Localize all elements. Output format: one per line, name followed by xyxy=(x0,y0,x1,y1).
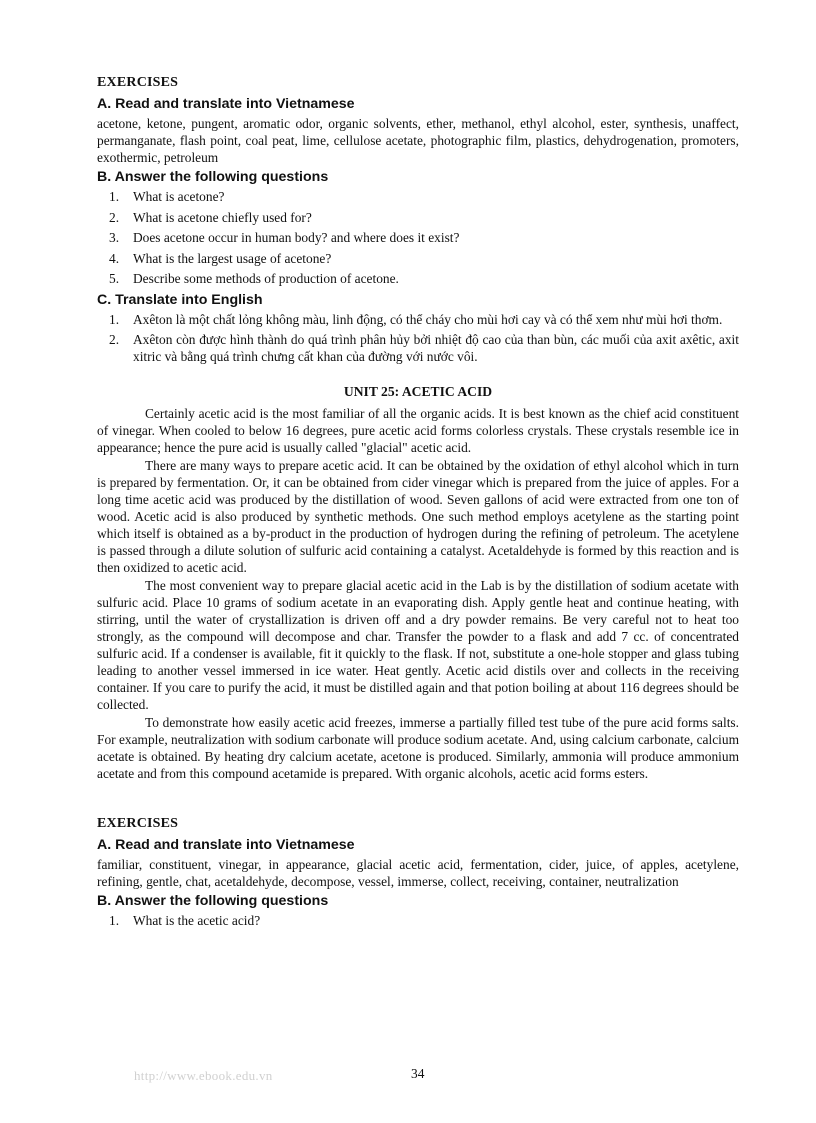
questions-list xyxy=(97,912,739,929)
question-item xyxy=(97,209,739,226)
translation-item xyxy=(97,331,739,365)
vocabulary-list: acetone, ketone, pungent, aromatic odor, organic solvents, ether, methanol, ethyl alcohol, ester, synthesis, unaffect, permanganate, flash point, coal peat, lime, cellulose acetate, photographic film, plastics, dehydrogenation, promoters, exothermic, petroleum xyxy=(97,116,739,165)
item-text: What is acetone? xyxy=(133,189,225,204)
section-c-heading: C. Translate into English xyxy=(97,291,263,308)
unit-title: UNIT 25: ACETIC ACID xyxy=(343,384,493,399)
exercises-heading: EXERCISES xyxy=(97,816,179,831)
body-paragraph: There are many ways to prepare acetic acid. It can be obtained by the oxidation of ethyl alcohol which in turn is prepared by fermentation. Or, it can be obtained from cider vinegar which is prepared from the juice of apples. For a long time acetic acid was produced by the distillation of wood. Seven gallons of acid were extracted from one ton of wood. Acetic acid is also produced by synthetic methods. One such method employs acetylene as the starting point which itself is obtained as a by-product in the production of hydrogen during the refining of petroleum. The acetylene is passed through a dilute solution of sulfuric acid containing a catalyst. Acetaldehyde is formed by this reaction and is then oxidized to acetic acid. xyxy=(97,458,739,575)
footer-url-link[interactable]: http://www.ebook.edu.vn xyxy=(134,1068,273,1083)
body-paragraph: Certainly acetic acid is the most familiar of all the organic acids. It is best known as the chief acid constituent of vinegar. When cooled to below 16 degrees, pure acetic acid forms colorless crystals. These crystals resemble ice in appearance; hence the pure acid is usually called "glacial" acetic acid. xyxy=(97,406,739,455)
translation-item xyxy=(97,311,739,328)
item-text: Axêton là một chất lỏng không màu, linh động, có thể cháy cho mùi hơi cay và có thể xem như mùi hơi thơm. xyxy=(133,311,723,327)
vocabulary-list: familiar, constituent, vinegar, in appearance, glacial acetic acid, fermentation, cider, juice, of apples, acetylene, refining, gentle, chat, acetaldehyde, decompose, vessel, immerse, collect, receiving, container, neutralization xyxy=(97,857,739,889)
item-number: 2. xyxy=(109,332,120,347)
item-number: 2. xyxy=(109,209,120,225)
item-text: What is the acetic acid? xyxy=(133,913,261,928)
question-item xyxy=(97,188,739,205)
question-item xyxy=(97,912,739,929)
item-number: 1. xyxy=(109,913,120,928)
question-item xyxy=(97,250,739,267)
item-number: 5. xyxy=(109,271,120,286)
unit-section xyxy=(97,383,739,782)
body-paragraph: To demonstrate how easily acetic acid freezes, immerse a partially filled test tube of the pure acid forms salts. For example, neutralization with sodium carbonate will produce sodium acetate. And, using calcium carbonate, calcium acetate is obtained. By heating dry calcium acetate, acetone is produced. Similarly, ammonia will produce ammonium acetate and from this compound acetamide is prepared. With organic alcohols, acetic acid forms esters. xyxy=(97,715,739,781)
translation-list xyxy=(97,311,739,366)
document-page xyxy=(97,74,739,933)
section-a-heading: A. Read and translate into Vietnamese xyxy=(97,837,355,853)
section-b-heading: B. Answer the following questions xyxy=(97,169,329,185)
question-item xyxy=(97,229,739,246)
page-number: 34 xyxy=(411,1066,425,1081)
question-item xyxy=(97,270,739,287)
item-text: Axêton còn được hình thành do quá trình phân hủy bởi nhiệt độ cao của than bùn, các muối của axit axêtic, axit xitric và bằng quá trình chưng cất khan của đường với nước vôi. xyxy=(133,332,739,364)
item-text: Describe some methods of production of acetone. xyxy=(133,271,399,286)
item-number: 1. xyxy=(109,189,120,204)
item-number: 4. xyxy=(109,250,120,266)
section-spacer xyxy=(97,783,739,815)
item-number: 3. xyxy=(109,230,120,245)
questions-list xyxy=(97,188,739,287)
item-number: 1. xyxy=(109,311,120,327)
item-text: What is the largest usage of acetone? xyxy=(133,250,332,266)
section-a-heading: A. Read and translate into Vietnamese xyxy=(97,96,355,112)
exercises-heading: EXERCISES xyxy=(97,75,179,90)
section-b-heading: B. Answer the following questions xyxy=(97,893,329,909)
exercises-section-2 xyxy=(97,815,739,929)
exercises-section-1 xyxy=(97,74,739,365)
item-text: Does acetone occur in human body? and where does it exist? xyxy=(133,230,460,245)
body-paragraph: The most convenient way to prepare glacial acetic acid in the Lab is by the distillation of sodium acetate with sulfuric acid. Place 10 grams of sodium acetate in an evaporating dish. Apply gentle heat and continue heating, with stirring, until the water of crystallization is driven off and a dry powder remains. Be very careful not to heat too strongly, as the compound will decompose and char. Transfer the powder to a flask and add 7 cc. of concentrated sulfuric acid. If a condenser is available, fit it quickly to the flask. If not, substitute a one-hole stopper and glass tubing leading to another vessel immersed in ice water. Heat gently. Acetic acid distils over and collects in the receiving container. If you care to purify the acid, it must be distilled again and that potion boiling at about 116 degrees should be collected. xyxy=(97,578,739,712)
item-text: What is acetone chiefly used for? xyxy=(133,209,312,225)
